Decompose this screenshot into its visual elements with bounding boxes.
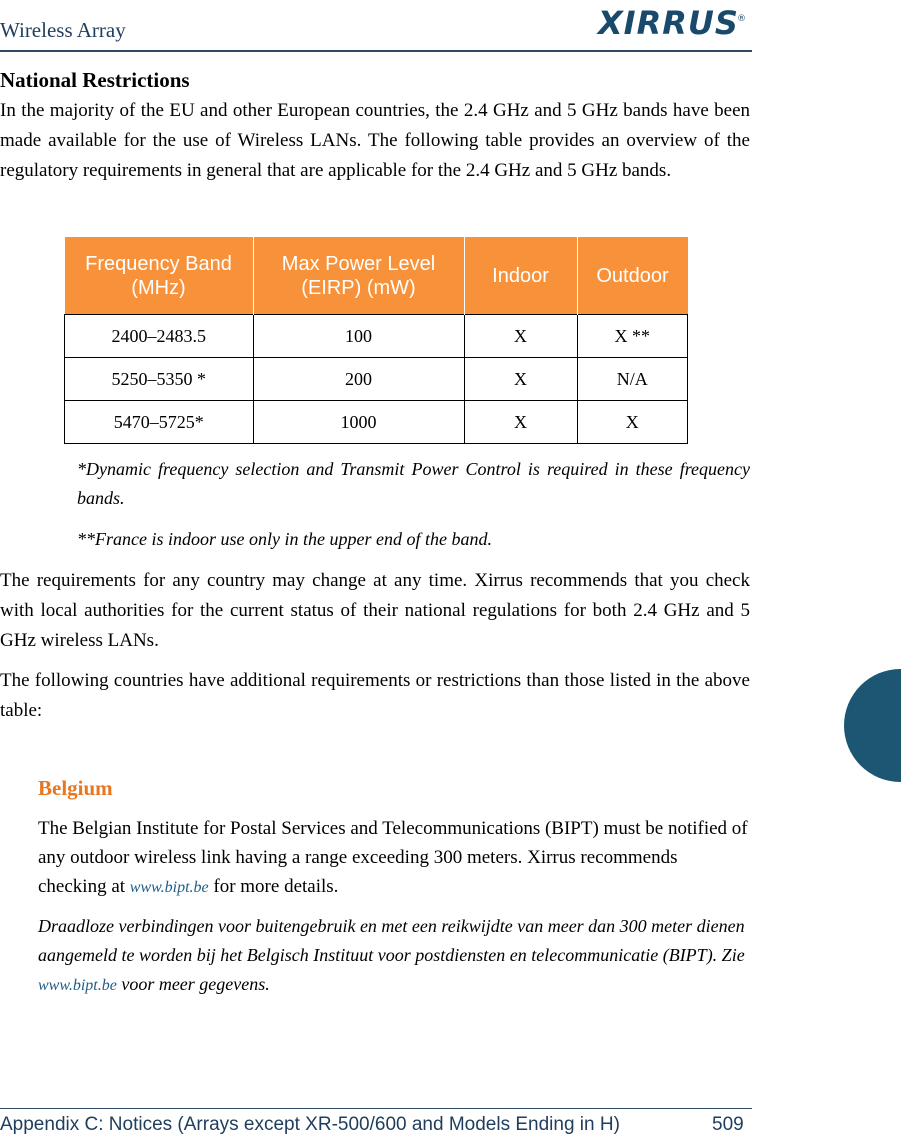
dutch-text-after: voor meer gegevens. bbox=[116, 974, 270, 994]
footnote-france: **France is indoor use only in the upper end of the band. bbox=[77, 529, 492, 549]
registered-mark: ® bbox=[737, 14, 746, 24]
section-heading: National Restrictions bbox=[0, 68, 190, 92]
belgium-text-after: for more details. bbox=[208, 876, 339, 897]
page-number: 509 bbox=[712, 1114, 744, 1135]
table-cell: 5250–5350 * bbox=[65, 358, 254, 401]
table-header-row bbox=[65, 237, 688, 315]
column-header: Frequency Band (MHz) bbox=[65, 237, 254, 315]
countries-paragraph: The following countries have additional requirements or restrictions than those listed in the above table: bbox=[0, 670, 750, 721]
table-cell: 5470–5725* bbox=[65, 401, 254, 444]
column-header: Outdoor bbox=[577, 237, 688, 315]
column-header: Max Power Level (EIRP) (mW) bbox=[253, 237, 464, 315]
dutch-text-before: Draadloze verbindingen voor buitengebruik en met een reikwijdte van meer dan 300 meter dienen aangemeld te worden bij het Belgisch Instituut voor postdiensten en telecommunicatie (BIPT). Zie bbox=[38, 916, 745, 965]
chapter-tab-marker bbox=[844, 669, 901, 782]
table-cell: 2400–2483.5 bbox=[65, 315, 254, 358]
table-row bbox=[65, 401, 688, 444]
table-cell: 1000 bbox=[253, 401, 464, 444]
table-cell: X ** bbox=[577, 315, 688, 358]
belgium-english-text bbox=[38, 814, 750, 902]
running-header-title: Wireless Array bbox=[0, 18, 126, 42]
table-cell: X bbox=[464, 401, 577, 444]
intro-paragraph: In the majority of the EU and other European countries, the 2.4 GHz and 5 GHz bands have been made available for the use of Wireless LANs. The following table provides an overview of the regulatory requirements in general that are applicable for the 2.4 GHz and 5 GHz bands. bbox=[0, 100, 750, 181]
xirrus-logo bbox=[598, 6, 746, 40]
footer-appendix-title: Appendix C: Notices (Arrays except XR-500/600 and Models Ending in H) bbox=[0, 1114, 620, 1135]
table-cell: X bbox=[464, 358, 577, 401]
table-row bbox=[65, 358, 688, 401]
belgium-text-before: The Belgian Institute for Postal Services and Telecommunications (BIPT) must be notified of any outdoor wireless link having a range exceeding 300 meters. Xirrus recommends checking at bbox=[38, 818, 748, 897]
table-cell: N/A bbox=[577, 358, 688, 401]
table-row bbox=[65, 315, 688, 358]
bipt-link[interactable]: www.bipt.be bbox=[129, 879, 209, 896]
table-cell: X bbox=[464, 315, 577, 358]
requirements-paragraph: The requirements for any country may change at any time. Xirrus recommends that you check with local authorities for the current status of their national regulations for both 2.4 GHz and 5 GHz wireless LANs. bbox=[0, 570, 750, 651]
regulatory-table bbox=[64, 237, 688, 444]
table-cell: 100 bbox=[253, 315, 464, 358]
belgium-dutch-text bbox=[38, 912, 750, 1000]
header-divider bbox=[0, 50, 752, 52]
country-heading-belgium: Belgium bbox=[38, 776, 113, 800]
bipt-link-dutch[interactable]: www.bipt.be bbox=[38, 977, 117, 994]
footer-divider bbox=[0, 1108, 752, 1109]
column-header: Indoor bbox=[464, 237, 577, 315]
table-cell: X bbox=[577, 401, 688, 444]
logo-wordmark: XIRRUS bbox=[598, 4, 739, 42]
table-cell: 200 bbox=[253, 358, 464, 401]
footnote-dfs: *Dynamic frequency selection and Transmit Power Control is required in these frequency bands. bbox=[77, 459, 750, 508]
